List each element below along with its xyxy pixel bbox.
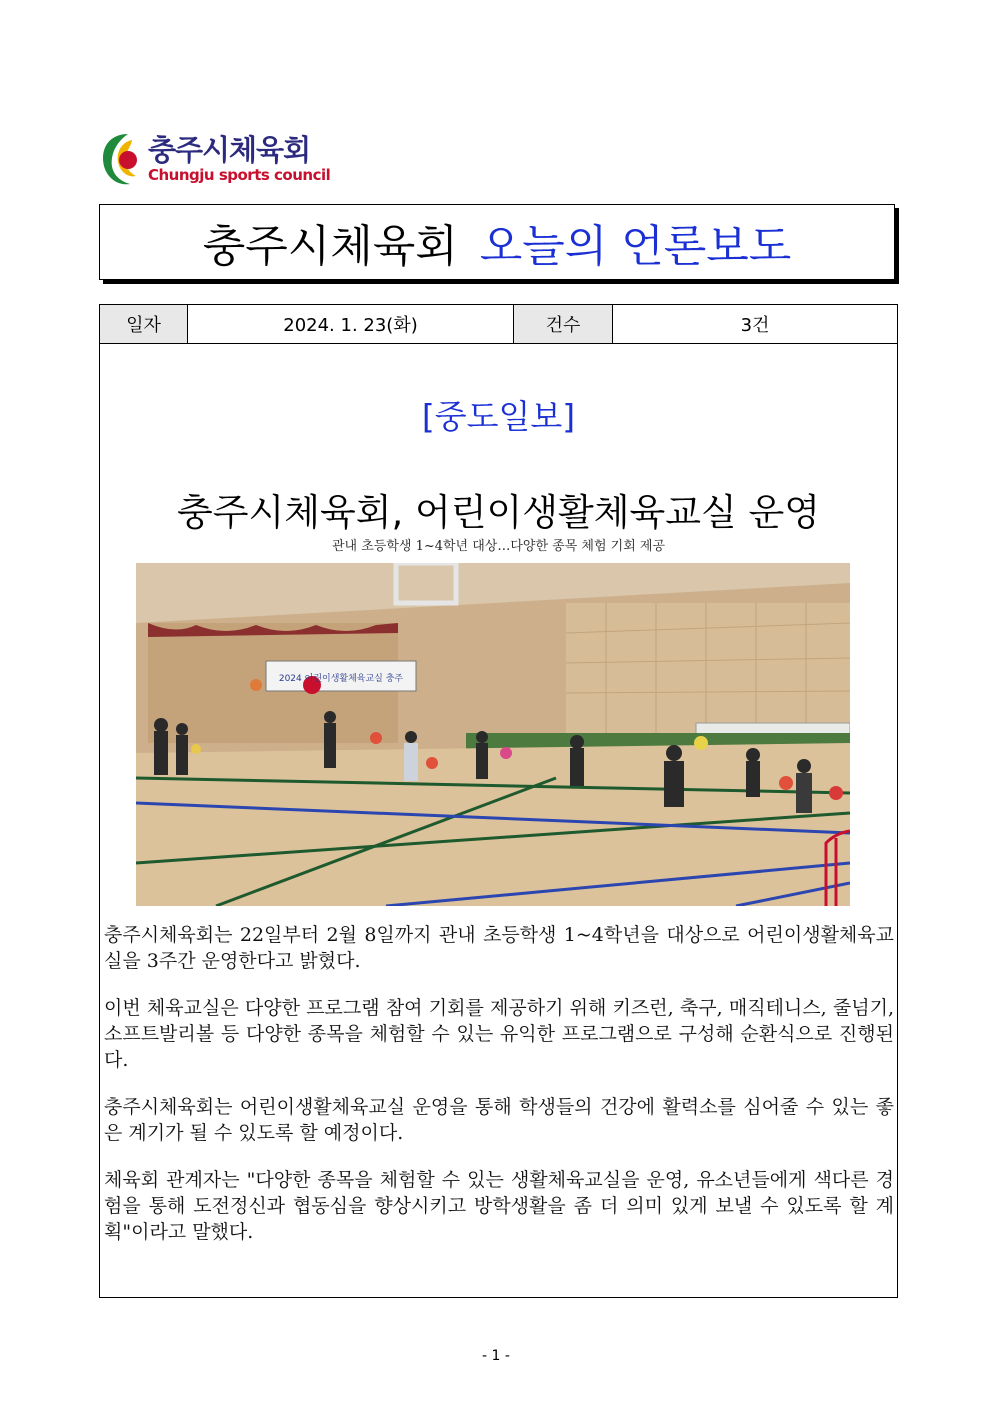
info-row bbox=[100, 305, 897, 344]
date-label: 일자 bbox=[100, 305, 188, 343]
date-value: 2024. 1. 23(화) bbox=[188, 305, 514, 343]
logo-emblem-icon bbox=[98, 130, 142, 188]
article-headline: 충주시체육회, 어린이생활체육교실 운영 bbox=[177, 491, 820, 534]
count-label: 건수 bbox=[514, 305, 613, 343]
article-subheadline: 관내 초등학생 1~4학년 대상…다양한 종목 체험 기회 제공 bbox=[331, 539, 666, 554]
photo-banner-text: 2024 어린이생활체육교실 충주 bbox=[278, 674, 404, 684]
count-value: 3건 bbox=[740, 315, 770, 336]
article-paragraph: 충주시체육회는 22일부터 2월 8일까지 관내 초등학생 1~4학년을 대상으로 어린이생활체육교실을 3주간 운영한다고 밝혔다. bbox=[104, 924, 894, 972]
article-paragraph: 체육회 관계자는 "다양한 종목을 체험할 수 있는 생활체육교실을 운영, 유소년들에게 색다른 경험을 통해 도전정신과 협동심을 향상시키고 방학생활을 좀 더 의미 있게 보낼 수 있도록 할 계획"이라고 말했다. bbox=[104, 1169, 894, 1243]
report-title-box bbox=[99, 204, 895, 280]
page-number: - 1 - bbox=[482, 1348, 510, 1364]
logo-korean-name: 충주시체육회 bbox=[148, 133, 311, 167]
title-organization: 충주시체육회 bbox=[202, 221, 458, 272]
gymnasium-photo bbox=[136, 563, 850, 906]
article-body bbox=[104, 922, 894, 1266]
article-frame bbox=[99, 304, 898, 1298]
chungju-sports-council-logo bbox=[98, 128, 331, 188]
article-paragraph: 이번 체육교실은 다양한 프로그램 참여 기회를 제공하기 위해 키즈런, 축구, 매직테니스, 줄넘기, 소프트발리볼 등 다양한 종목을 체험할 수 있는 유익한 프로그램으로 구성해 순환식으로 진행된다. bbox=[104, 997, 894, 1071]
article-source: [중도일보] bbox=[421, 397, 576, 436]
logo-english-name: Chungju sports council bbox=[148, 166, 331, 184]
title-daily-press-report: 오늘의 언론보도 bbox=[479, 221, 792, 272]
article-paragraph: 충주시체육회는 어린이생활체육교실 운영을 통해 학생들의 건강에 활력소를 심어줄 수 있는 좋은 계기가 될 수 있도록 할 예정이다. bbox=[104, 1096, 894, 1144]
